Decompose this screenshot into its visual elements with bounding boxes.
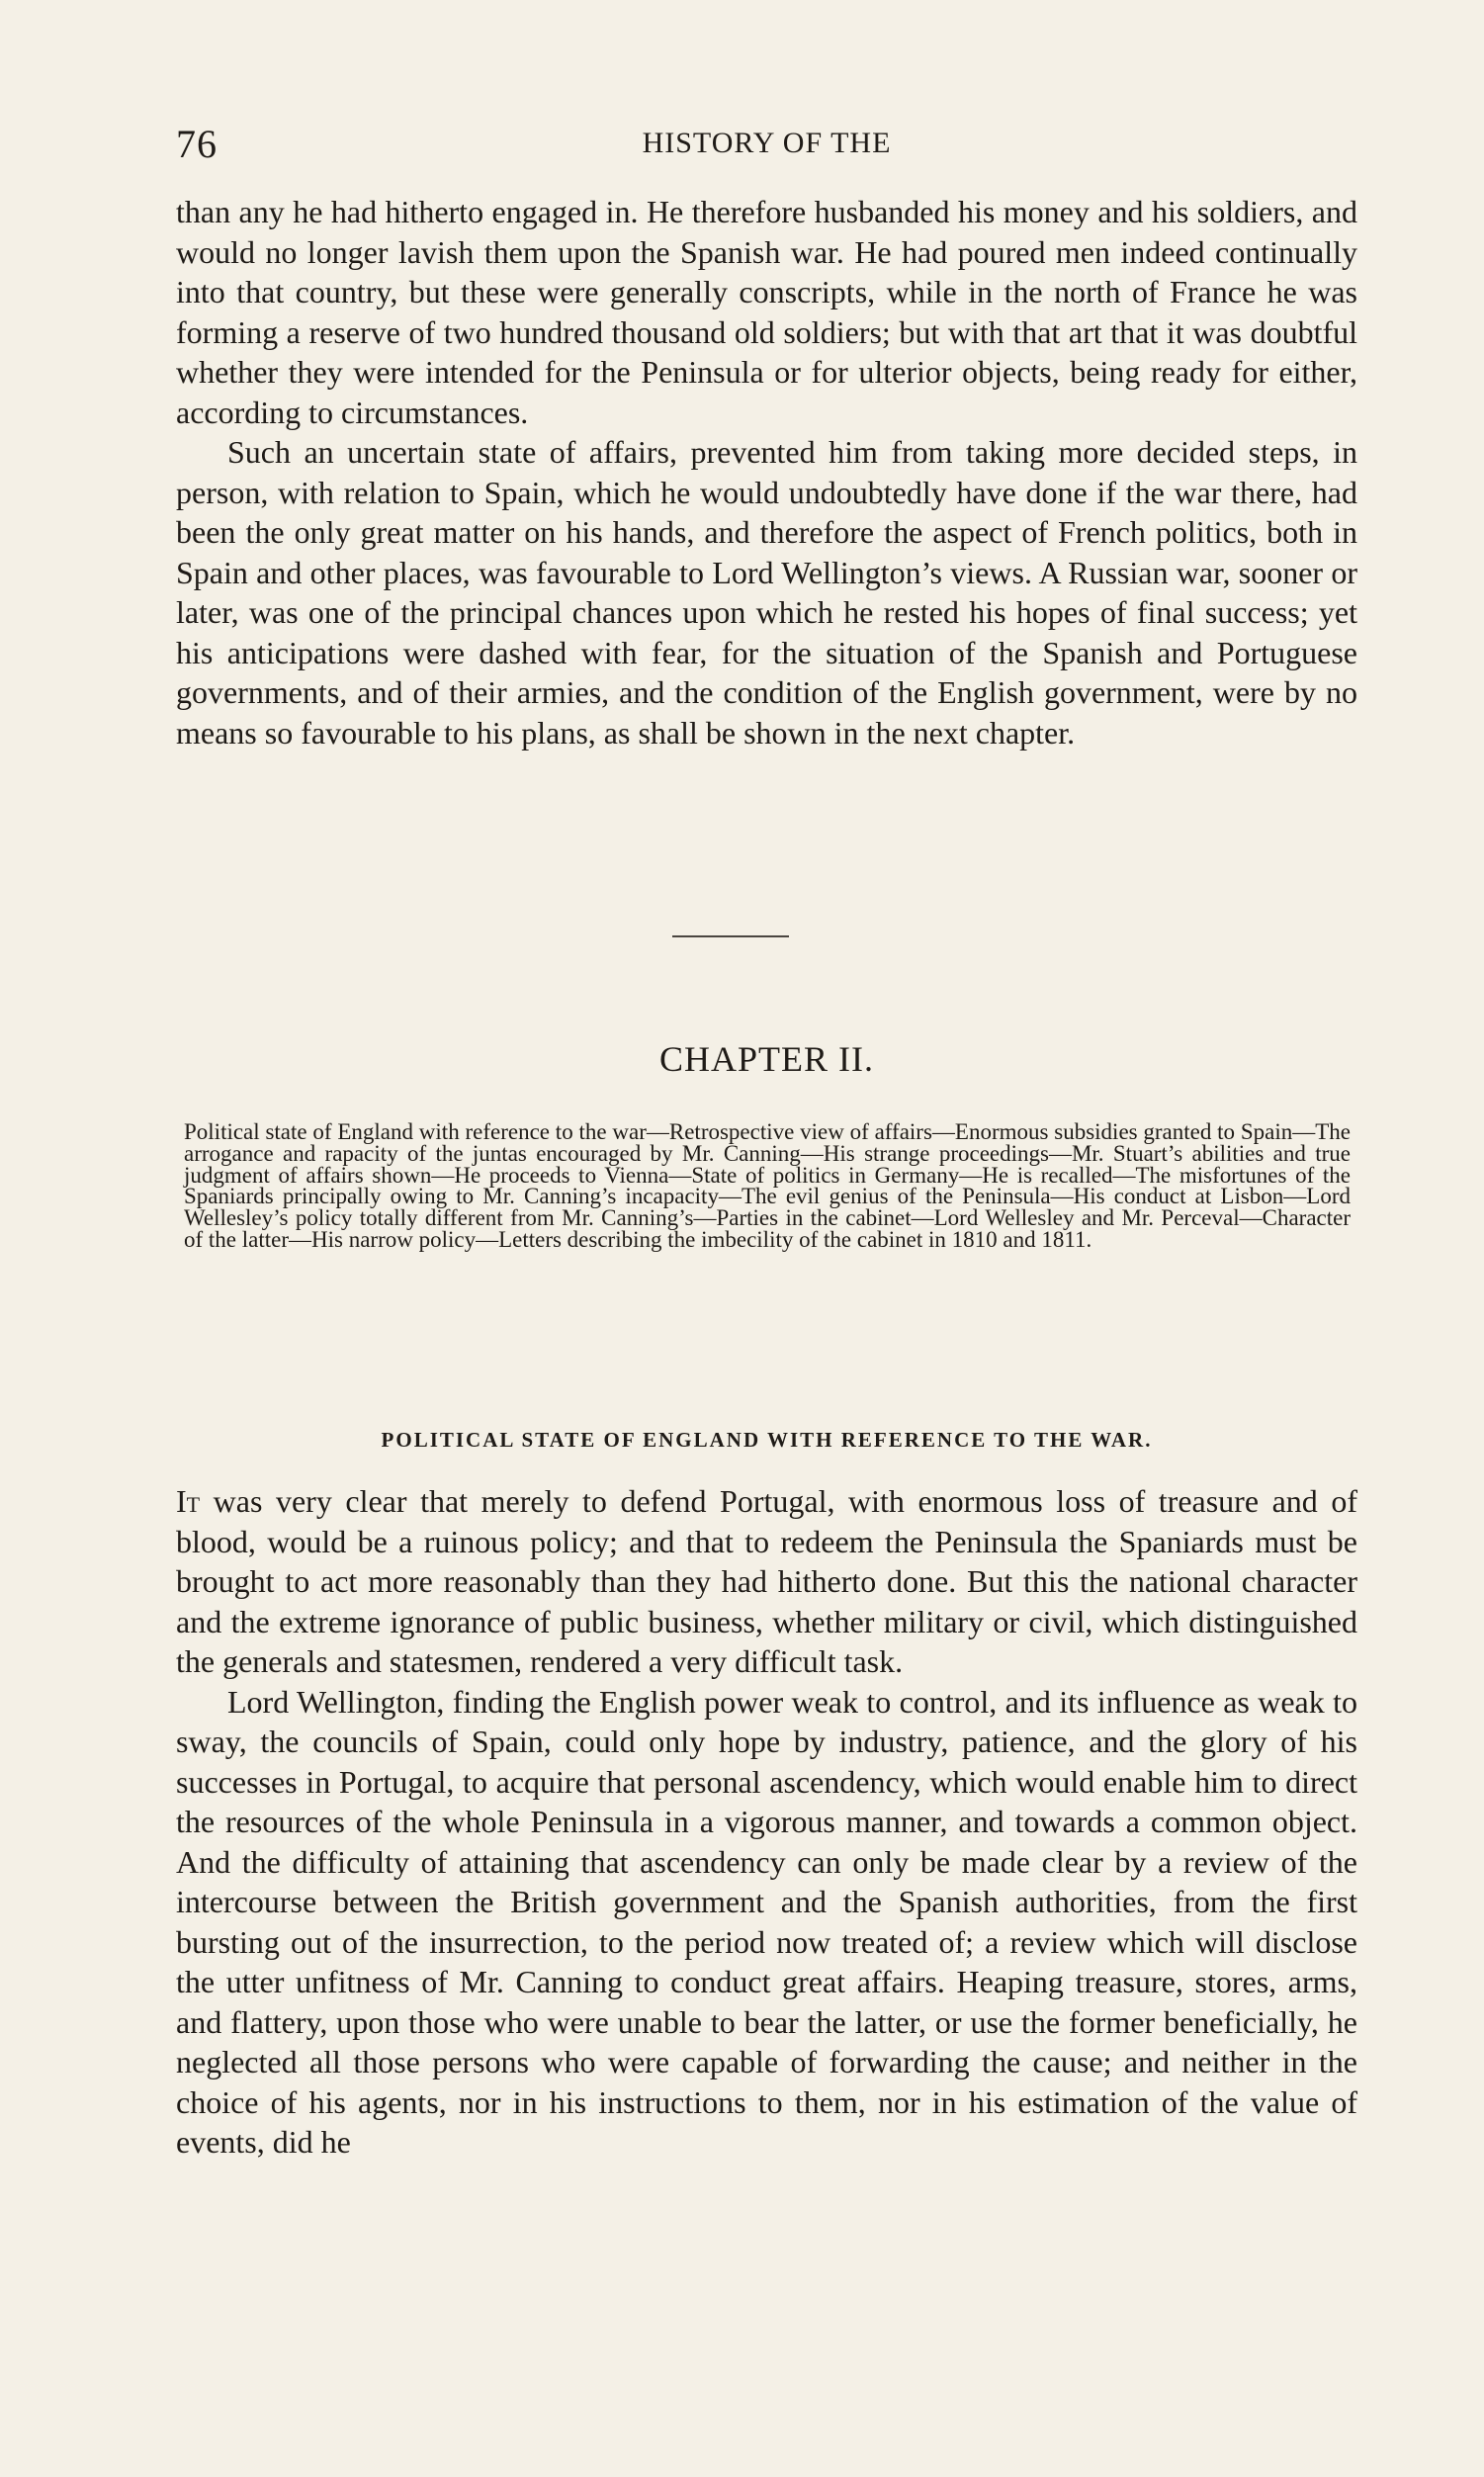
opening-word: It xyxy=(176,1483,201,1519)
running-title: HISTORY OF THE xyxy=(642,127,892,159)
page-number: 76 xyxy=(176,122,218,166)
chapter-heading: CHAPTER II. xyxy=(659,1039,874,1079)
chapter-summary-text: Political state of England with reference to the war—Retrospective view of affairs—Enormous subsidies granted to Spain—The arrogance and rapacity of the juntas encouraged by Mr. Canning—His strange proceedings—Mr. Stuart’s abilities and true judgment of affairs shown—He proceeds to Vienna—State of politics in Germany—He is recalled—The misfortunes of the Spaniards principally owing to Mr. Canning’s incapacity—The evil genius of the Peninsula—His conduct at Lisbon—Lord Wellesley’s policy totally different from Mr. Canning’s—Parties in the cabinet—Lord Wellesley and Mr. Perceval—Character of the latter—His narrow policy—Letters describing the imbecility of the cabinet in 1810 and 1811. xyxy=(184,1119,1351,1252)
paragraph-lord-wellington: Lord Wellington, finding the English power weak to control, and its influence as weak to sway, the councils of Spain, could only hope by industry, patience, and the glory of his successes in Portugal, to acquire that personal ascendency, which would enable him to direct the resources of the whole Peninsula in a vigorous manner, and towards a common object. And the difficulty of attaining that ascendency can only be made clear by a review of the intercourse between the British government and the Spanish authorities, from the first bursting out of the insurrection, to the period now treated of; a review which will disclose the utter unfitness of Mr. Canning to conduct great affairs. Heaping treasure, stores, arms, and flattery, upon those who were unable to bear the latter, or use the former beneficially, he neglected all those persons who were capable of forwarding the cause; and neither in the choice of his agents, nor in his instructions to them, nor in his estimation of the value of events, did he xyxy=(176,1683,1357,2160)
paragraph-uncertain-state: Such an uncertain state of affairs, prevented him from taking more decided steps, in person, with relation to Spain, which he would undoubtedly have done if the war there, had been the only great matter on his hands, and therefore the aspect of French politics, both in Spain and other places, was favourable to Lord Wellington’s views. A Russian war, sooner or later, was one of the principal chances upon which he rested his hopes of final success; yet his anticipations were dashed with fear, for the situation of the Spanish and Portuguese governments, and of their armies, and the condition of the English government, were by no means so favourable to his plans, as shall be shown in the next chapter. xyxy=(176,434,1357,751)
opening-text: was very clear that merely to defend Portugal, with enormous loss of treasure and of blood, would be a ruinous policy; and that to redeem the Peninsula the Spaniards must be brought to act more reasonably than they had hitherto done. But this the national character and the extreme ignorance of public business, whether military or civil, which distinguished the generals and statesmen, rendered a very difficult task. xyxy=(176,1483,1357,1679)
section-divider xyxy=(672,935,789,937)
paragraph-continued: than any he had hitherto engaged in. He therefore husbanded his money and his soldiers, and would no longer lavish them upon the Spanish war. He had poured men indeed continually into that country, but these were generally conscripts, while in the north of France he was forming a reserve of two hundred thousand old soldiers; but with that art that it was doubtful whether they were intended for the Peninsula or for ulterior objects, being ready for either, according to circumstances. xyxy=(176,194,1357,430)
paragraph-opening xyxy=(176,1481,1357,1682)
running-head xyxy=(176,117,1357,176)
chapter-body xyxy=(176,1481,1357,2163)
continued-text xyxy=(176,192,1357,752)
section-heading: POLITICAL STATE OF ENGLAND WITH REFERENCE TO THE WAR. xyxy=(381,1428,1153,1452)
chapter-summary xyxy=(184,1121,1351,1251)
